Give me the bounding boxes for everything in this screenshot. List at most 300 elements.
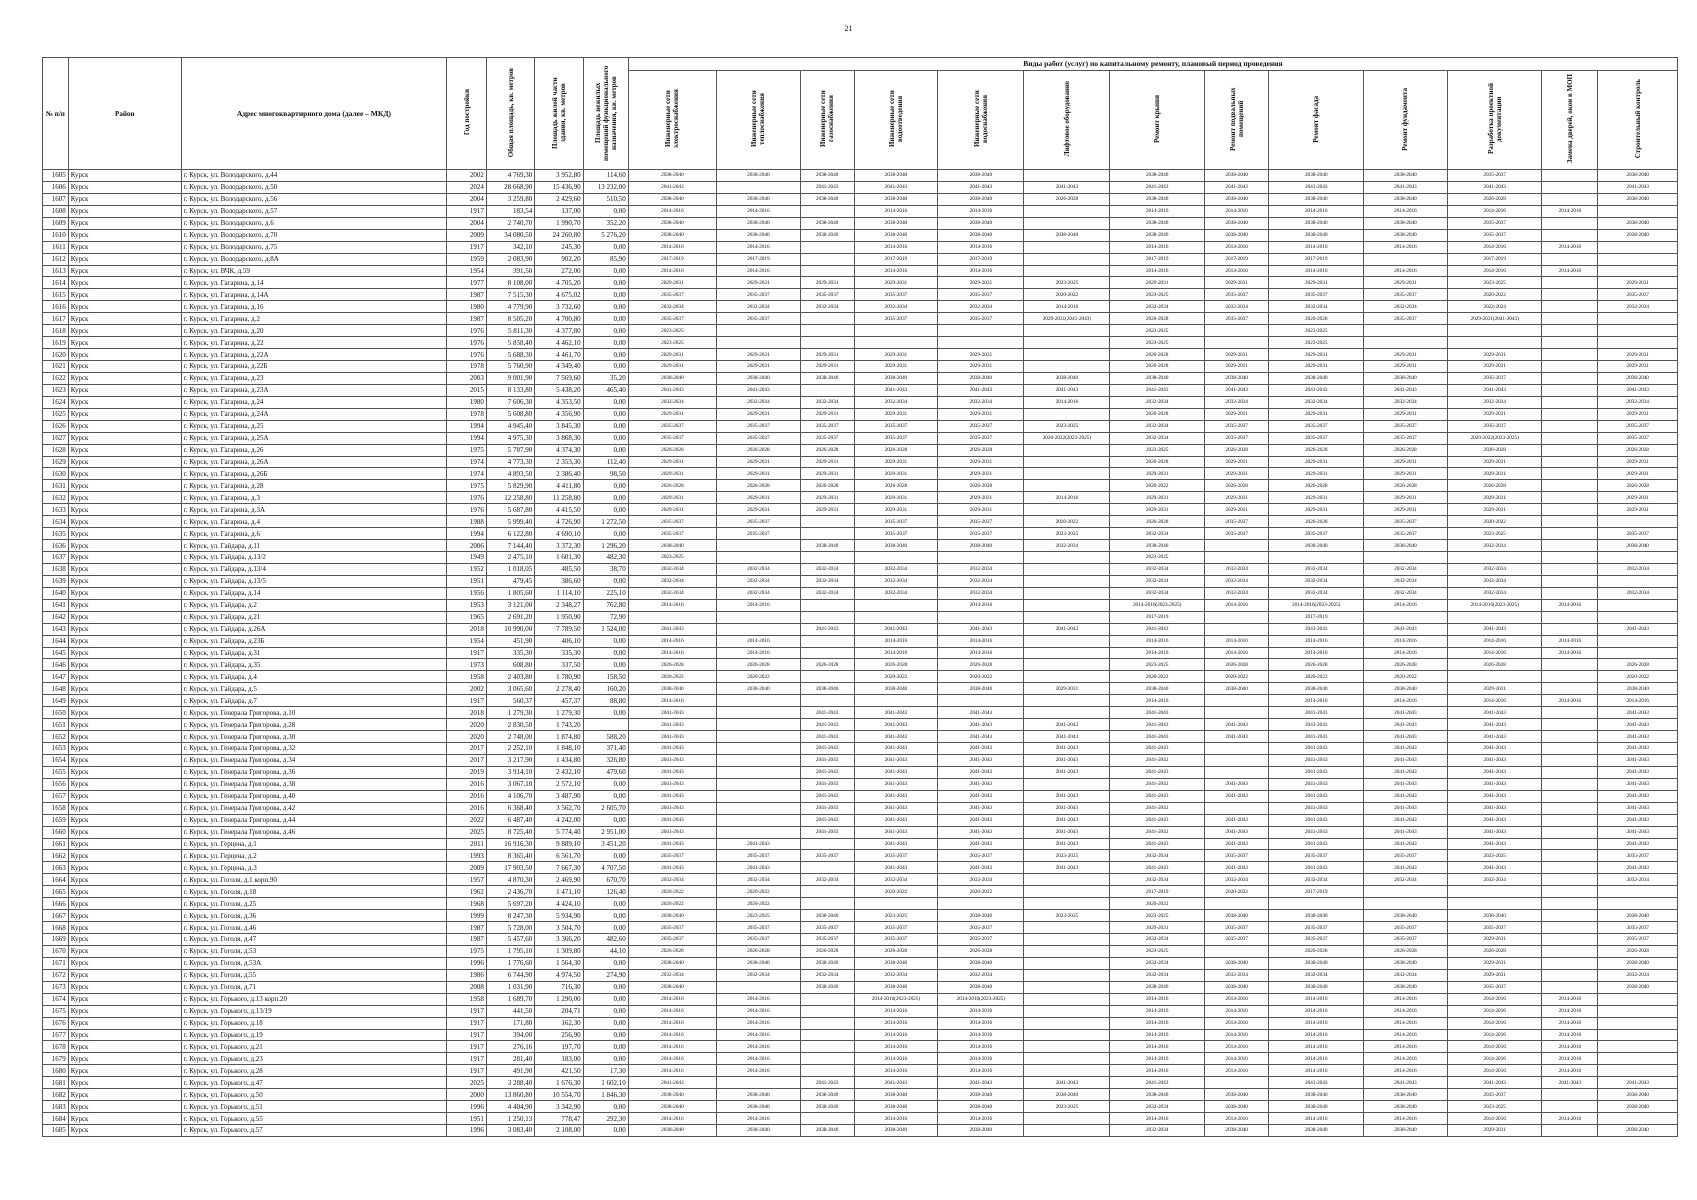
total-area-cell: 4 975,30 [486,432,534,444]
work-period-cell: 2026-2028 [938,480,1024,492]
living-area-cell: 4 415,50 [535,504,583,516]
work-period-cell: 2026-2028 [1363,945,1447,957]
address-cell: г. Курск, ул. Горького, д.13 корп.20 [181,993,447,1005]
work-period-cell: 2029-2031 [1363,504,1447,516]
work-period-cell: 2035-2037 [800,922,854,934]
work-period-cell: 2014-2016 [1447,1113,1542,1125]
work-period-cell: 2029-2031 [1024,683,1110,695]
table-row [43,170,1678,182]
total-area-cell: 16 916,30 [486,838,534,850]
work-period-cell: 2032-2034 [1110,301,1205,313]
work-period-cell: 2014-2016 [1363,1113,1447,1125]
work-period-cell: 2041-2043 [1598,802,1678,814]
year-cell: 2019 [447,766,487,778]
work-period-cell: 2038-2040 [800,170,854,182]
district-cell: Курск [68,766,181,778]
work-period-cell: 2029-2031 [628,504,716,516]
work-period-cell: 2029-2031 [1110,468,1205,480]
work-period-cell: 2038-2040 [1204,981,1268,993]
row-number: 1674 [43,993,69,1005]
work-period-cell: 2014-2016 [1363,1053,1447,1065]
work-period-cell: 2020-2022(2023-2025) [1447,432,1542,444]
work-period-cell: 2041-2043 [1269,181,1364,193]
work-period-cell: 2041-2043 [938,790,1024,802]
work-period-cell: 2014-2016 [854,635,938,647]
work-period-cell: 2032-2034 [1269,396,1364,408]
work-period-cell: 2014-2016(2023-2025) [1447,599,1542,611]
work-period-cell: 2029-2031 [628,492,716,504]
work-period-cell: 2035-2037 [1363,289,1447,301]
work-period-cell: 2035-2037 [1598,922,1678,934]
work-period-cell: 2029-2031 [800,468,854,480]
work-period-cell: 2032-2034 [854,396,938,408]
work-period-cell: 2035-2037 [628,850,716,862]
work-period-cell: 2041-2043 [1269,719,1364,731]
work-period-cell: 2014-2016 [628,205,716,217]
living-area-cell: 15 436,90 [535,181,583,193]
total-area-cell: 335,30 [486,647,534,659]
work-period-cell: 2032-2034 [1269,301,1364,313]
work-period-cell: 2041-2043 [1447,1077,1542,1089]
work-period-cell [1024,671,1110,683]
address-cell: г. Курск, ул. Горького, д.18 [181,1017,447,1029]
work-period-cell: 2035-2037 [716,934,800,946]
nonliving-area-cell: 0,00 [583,898,628,910]
work-period-cell [1024,1005,1110,1017]
work-period-cell: 2026-2028 [1447,193,1542,205]
table-row [43,540,1678,552]
table-row [43,754,1678,766]
year-cell: 1954 [447,635,487,647]
work-period-cell: 2029-2031 [716,456,800,468]
header-work-11: Замена дверей, окон в МОП [1542,71,1598,170]
work-period-cell [1024,1053,1110,1065]
work-period-cell: 2029-2031(2041-2043) [1024,313,1110,325]
table-row [43,193,1678,205]
work-period-cell: 2038-2040 [1363,1125,1447,1137]
work-period-cell: 2014-2016 [1542,1005,1598,1017]
year-cell: 2017 [447,754,487,766]
work-period-cell [716,719,800,731]
year-cell: 1951 [447,575,487,587]
work-period-cell: 2038-2040 [628,957,716,969]
work-period-cell: 2041-2043 [938,802,1024,814]
year-cell: 2022 [447,814,487,826]
work-period-cell: 2032-2034 [1447,563,1542,575]
work-period-cell: 2029-2031 [854,456,938,468]
work-period-cell: 2014-2016 [716,635,800,647]
work-period-cell: 2041-2043 [1447,862,1542,874]
work-period-cell [1542,432,1598,444]
work-period-cell [800,1029,854,1041]
nonliving-area-cell [583,719,628,731]
work-period-cell: 2014-2016 [716,1017,800,1029]
work-period-cell: 2035-2037 [1204,289,1268,301]
nonliving-area-cell: 0,00 [583,790,628,802]
work-period-cell: 2038-2040 [938,981,1024,993]
work-period-cell: 2038-2040 [800,1125,854,1137]
row-number: 1658 [43,802,69,814]
work-period-cell: 2038-2040 [716,229,800,241]
year-cell: 1917 [447,1005,487,1017]
year-cell: 1994 [447,420,487,432]
total-area-cell: 560,37 [486,695,534,707]
row-number: 1661 [43,838,69,850]
address-cell: г. Курск, ул. Володарского, д.8А [181,253,447,265]
living-area-cell: 3 732,60 [535,301,583,313]
work-period-cell [1542,552,1598,564]
work-period-cell: 2035-2037 [1363,516,1447,528]
work-period-cell: 2038-2040 [1269,1125,1364,1137]
nonliving-area-cell: 0,00 [583,922,628,934]
work-period-cell: 2035-2037 [1269,922,1364,934]
work-period-cell: 2026-2028 [854,659,938,671]
header-work-8: Ремонт фасада [1269,71,1364,170]
work-period-cell: 2020-2022 [938,886,1024,898]
work-period-cell: 2041-2043 [1024,790,1110,802]
work-period-cell: 2035-2037 [800,934,854,946]
living-area-cell: 716,30 [535,981,583,993]
living-area-cell: 4 462,10 [535,337,583,349]
work-period-cell: 2035-2037 [1269,850,1364,862]
address-cell: г. Курск, ул. Гагарина, д.20 [181,325,447,337]
work-period-cell: 2026-2028 [1269,659,1364,671]
address-cell: г. Курск, ул. Гагарина, д.22 [181,337,447,349]
work-period-cell: 2035-2037 [938,850,1024,862]
work-period-cell: 2041-2043 [1204,862,1268,874]
row-number: 1625 [43,408,69,420]
row-number: 1673 [43,981,69,993]
work-period-cell: 2029-2031 [628,456,716,468]
work-period-cell: 2032-2034 [1598,969,1678,981]
work-period-cell: 2032-2034 [1204,563,1268,575]
work-period-cell: 2014-2016 [1542,1053,1598,1065]
work-period-cell [716,552,800,564]
work-period-cell [1363,611,1447,623]
work-period-cell: 2032-2034 [1204,396,1268,408]
work-period-cell: 2032-2034 [938,563,1024,575]
work-period-cell: 2032-2034 [1269,575,1364,587]
row-number: 1610 [43,229,69,241]
work-period-cell [1598,1041,1678,1053]
work-period-cell: 2035-2037 [1363,922,1447,934]
work-period-cell: 2020-2022 [1447,516,1542,528]
nonliving-area-cell: 0,00 [583,301,628,313]
work-period-cell: 2026-2028 [1269,945,1364,957]
work-period-cell: 2035-2037 [938,420,1024,432]
work-period-cell: 2026-2028 [628,945,716,957]
work-period-cell: 2029-2031 [1269,468,1364,480]
total-area-cell: 8 365,40 [486,850,534,862]
row-number: 1627 [43,432,69,444]
work-period-cell: 2014-2016 [1447,635,1542,647]
row-number: 1612 [43,253,69,265]
work-period-cell: 2041-2043 [854,623,938,635]
work-period-cell: 2038-2040 [800,683,854,695]
work-period-cell: 2035-2037 [1447,372,1542,384]
work-period-cell: 2014-2016 [1269,647,1364,659]
work-period-cell: 2041-2043 [1598,778,1678,790]
work-period-cell: 2041-2043 [1110,790,1205,802]
row-number: 1641 [43,599,69,611]
table-row [43,456,1678,468]
work-period-cell: 2038-2040 [1598,170,1678,182]
total-area-cell: 7 606,30 [486,396,534,408]
row-number: 1611 [43,241,69,253]
total-area-cell: 5 457,60 [486,934,534,946]
work-period-cell: 2041-2043 [1110,1077,1205,1089]
work-period-cell: 2038-2040 [1447,910,1542,922]
work-period-cell [854,552,938,564]
work-period-cell: 2026-2028 [716,444,800,456]
district-cell: Курск [68,886,181,898]
work-period-cell: 2014-2016 [1269,1017,1364,1029]
work-period-cell: 2014-2016 [1269,1065,1364,1077]
year-cell: 2025 [447,1077,487,1089]
table-body [43,170,1678,1137]
work-period-cell: 2032-2034 [1110,528,1205,540]
total-area-cell: 7 144,40 [486,540,534,552]
district-cell: Курск [68,516,181,528]
work-period-cell: 2029-2031 [716,504,800,516]
table-row [43,683,1678,695]
work-period-cell [1363,898,1447,910]
address-cell: г. Курск, ул. Гагарина, д.23А [181,384,447,396]
work-period-cell: 2038-2040 [1204,193,1268,205]
work-period-cell: 2032-2034 [1447,587,1542,599]
work-period-cell: 2014-2016 [1542,1041,1598,1053]
work-period-cell: 2026-2028 [716,659,800,671]
table-row [43,229,1678,241]
year-cell: 1987 [447,934,487,946]
work-period-cell: 2041-2043 [1269,862,1364,874]
address-cell: г. Курск, ул. Гайдара, д.13/4 [181,563,447,575]
table-row [43,277,1678,289]
work-period-cell: 2014-2016 [628,993,716,1005]
nonliving-area-cell: 0,00 [583,707,628,719]
living-area-cell: 137,00 [535,205,583,217]
work-period-cell: 2041-2043 [938,766,1024,778]
year-cell: 1974 [447,456,487,468]
district-cell: Курск [68,659,181,671]
work-period-cell: 2032-2034 [716,874,800,886]
work-period-cell: 2041-2043 [800,731,854,743]
work-period-cell: 2029-2031 [938,492,1024,504]
work-period-cell: 2014-2016 [1542,1065,1598,1077]
work-period-cell: 2014-2016 [1204,241,1268,253]
total-area-cell: 6 744,90 [486,969,534,981]
work-period-cell: 2014-2016 [938,1041,1024,1053]
living-area-cell: 2 572,10 [535,778,583,790]
work-period-cell: 2029-2031 [1598,277,1678,289]
work-period-cell: 2038-2040 [1110,1089,1205,1101]
work-period-cell: 2038-2040 [1598,910,1678,922]
work-period-cell: 2026-2028 [1204,444,1268,456]
year-cell: 2002 [447,170,487,182]
row-number: 1663 [43,862,69,874]
total-area-cell: 2 436,70 [486,886,534,898]
work-period-cell [1024,647,1110,659]
work-period-cell: 2014-2016 [1204,1017,1268,1029]
work-period-cell: 2038-2040 [1110,683,1205,695]
work-period-cell: 2014-2016 [628,695,716,707]
work-period-cell [800,552,854,564]
work-period-cell: 2035-2037 [800,432,854,444]
work-period-cell: 2035-2037 [854,850,938,862]
district-cell: Курск [68,934,181,946]
work-period-cell: 2041-2043 [854,802,938,814]
work-period-cell: 2038-2040 [1269,981,1364,993]
work-period-cell [1542,492,1598,504]
capital-repair-register-table [42,57,1678,1137]
year-cell: 1952 [447,563,487,575]
address-cell: г. Курск, ул. Горького, д.21 [181,1041,447,1053]
nonliving-area-cell: 0,00 [583,396,628,408]
work-period-cell: 2035-2037 [854,922,938,934]
work-period-cell: 2014-2016(2023-2025) [938,993,1024,1005]
work-period-cell: 2038-2040 [800,217,854,229]
work-period-cell: 2038-2040 [800,910,854,922]
nonliving-area-cell: 292,30 [583,1113,628,1125]
work-period-cell [1542,456,1598,468]
work-period-cell: 2023-2025 [628,325,716,337]
work-period-cell [1363,325,1447,337]
work-period-cell: 2023-2025 [1447,528,1542,540]
district-cell: Курск [68,1065,181,1077]
work-period-cell: 2023-2025 [1110,325,1205,337]
work-period-cell: 2038-2040 [1204,229,1268,241]
work-period-cell: 2014-2016 [1363,1029,1447,1041]
work-period-cell: 2029-2031 [1447,456,1542,468]
work-period-cell: 2017-2019 [1269,611,1364,623]
work-period-cell [800,611,854,623]
work-period-cell: 2041-2043 [1363,778,1447,790]
work-period-cell [1024,945,1110,957]
work-period-cell [1204,1077,1268,1089]
work-period-cell: 2014-2016 [1542,1029,1598,1041]
work-period-cell: 2041-2043 [1204,778,1268,790]
work-period-cell: 2014-2016 [938,647,1024,659]
work-period-cell: 2032-2034 [800,969,854,981]
work-period-cell: 2041-2043 [1204,719,1268,731]
year-cell: 1954 [447,265,487,277]
work-period-cell: 2035-2037 [938,528,1024,540]
row-number: 1649 [43,695,69,707]
work-period-cell: 2035-2037 [716,313,800,325]
work-period-cell: 2020-2022 [938,671,1024,683]
table-row [43,910,1678,922]
district-cell: Курск [68,325,181,337]
total-area-cell: 5 608,80 [486,408,534,420]
nonliving-area-cell: 0,00 [583,265,628,277]
total-area-cell: 3 067,10 [486,778,534,790]
work-period-cell: 2038-2040 [628,683,716,695]
table-row [43,1065,1678,1077]
work-period-cell: 2038-2040 [800,1101,854,1113]
nonliving-area-cell: 326,80 [583,754,628,766]
work-period-cell: 2038-2040 [1269,1089,1364,1101]
work-period-cell: 2020-2022 [1447,289,1542,301]
row-number: 1628 [43,444,69,456]
address-cell: г. Курск, ул. Генерала Григорова, д.36 [181,766,447,778]
nonliving-area-cell: 0,00 [583,1029,628,1041]
work-period-cell: 2014-2016 [1110,1065,1205,1077]
work-period-cell [1542,802,1598,814]
work-period-cell [938,695,1024,707]
work-period-cell: 2041-2043 [716,838,800,850]
work-period-cell: 2041-2043 [1598,826,1678,838]
work-period-cell: 2035-2037 [628,934,716,946]
work-period-cell: 2041-2043 [1269,384,1364,396]
living-area-cell: 2 108,00 [535,1125,583,1137]
work-period-cell: 2020-2022 [716,898,800,910]
table-row [43,862,1678,874]
work-period-cell [1204,707,1268,719]
work-period-cell: 2035-2037 [716,420,800,432]
district-cell: Курск [68,981,181,993]
work-period-cell: 2029-2031 [1447,349,1542,361]
row-number: 1630 [43,468,69,480]
work-period-cell: 2029-2031 [1447,934,1542,946]
work-period-cell: 2032-2034 [1447,396,1542,408]
work-period-cell [1447,552,1542,564]
work-period-cell: 2041-2043 [800,754,854,766]
district-cell: Курск [68,277,181,289]
work-period-cell: 2038-2040 [854,372,938,384]
work-period-cell: 2041-2043 [800,743,854,755]
living-area-cell: 4 700,80 [535,313,583,325]
work-period-cell: 2041-2043 [1269,778,1364,790]
work-period-cell: 2014-2016 [628,1017,716,1029]
work-period-cell [716,826,800,838]
work-period-cell: 2014-2016 [1110,1005,1205,1017]
work-period-cell: 2014-2016 [1204,1053,1268,1065]
work-period-cell [1542,743,1598,755]
work-period-cell: 2038-2040 [1204,170,1268,182]
table-row [43,1029,1678,1041]
row-number: 1620 [43,349,69,361]
table-row [43,492,1678,504]
district-cell: Курск [68,898,181,910]
total-area-cell: 4 870,30 [486,874,534,886]
work-period-cell [1024,778,1110,790]
row-number: 1634 [43,516,69,528]
nonliving-area-cell: 114,60 [583,170,628,182]
year-cell: 2016 [447,790,487,802]
work-period-cell: 2014-2016 [1363,1041,1447,1053]
work-period-cell [1542,659,1598,671]
year-cell: 1917 [447,1029,487,1041]
district-cell: Курск [68,719,181,731]
work-period-cell: 2032-2034 [1363,301,1447,313]
nonliving-area-cell: 2 951,00 [583,826,628,838]
living-area-cell: 1 874,80 [535,731,583,743]
work-period-cell [1024,981,1110,993]
work-period-cell: 2029-2031 [1269,504,1364,516]
work-period-cell: 2014-2016 [1110,205,1205,217]
work-period-cell: 2020-2022 [1204,671,1268,683]
work-period-cell: 2032-2034 [1363,969,1447,981]
work-period-cell [1204,802,1268,814]
work-period-cell [1598,993,1678,1005]
work-period-cell: 2029-2031 [1447,361,1542,373]
nonliving-area-cell: 0,00 [583,635,628,647]
row-number: 1685 [43,1125,69,1137]
table-row [43,778,1678,790]
work-period-cell: 2038-2040 [1363,1089,1447,1101]
total-area-cell: 34 080,50 [486,229,534,241]
work-period-cell: 2032-2034 [1598,874,1678,886]
